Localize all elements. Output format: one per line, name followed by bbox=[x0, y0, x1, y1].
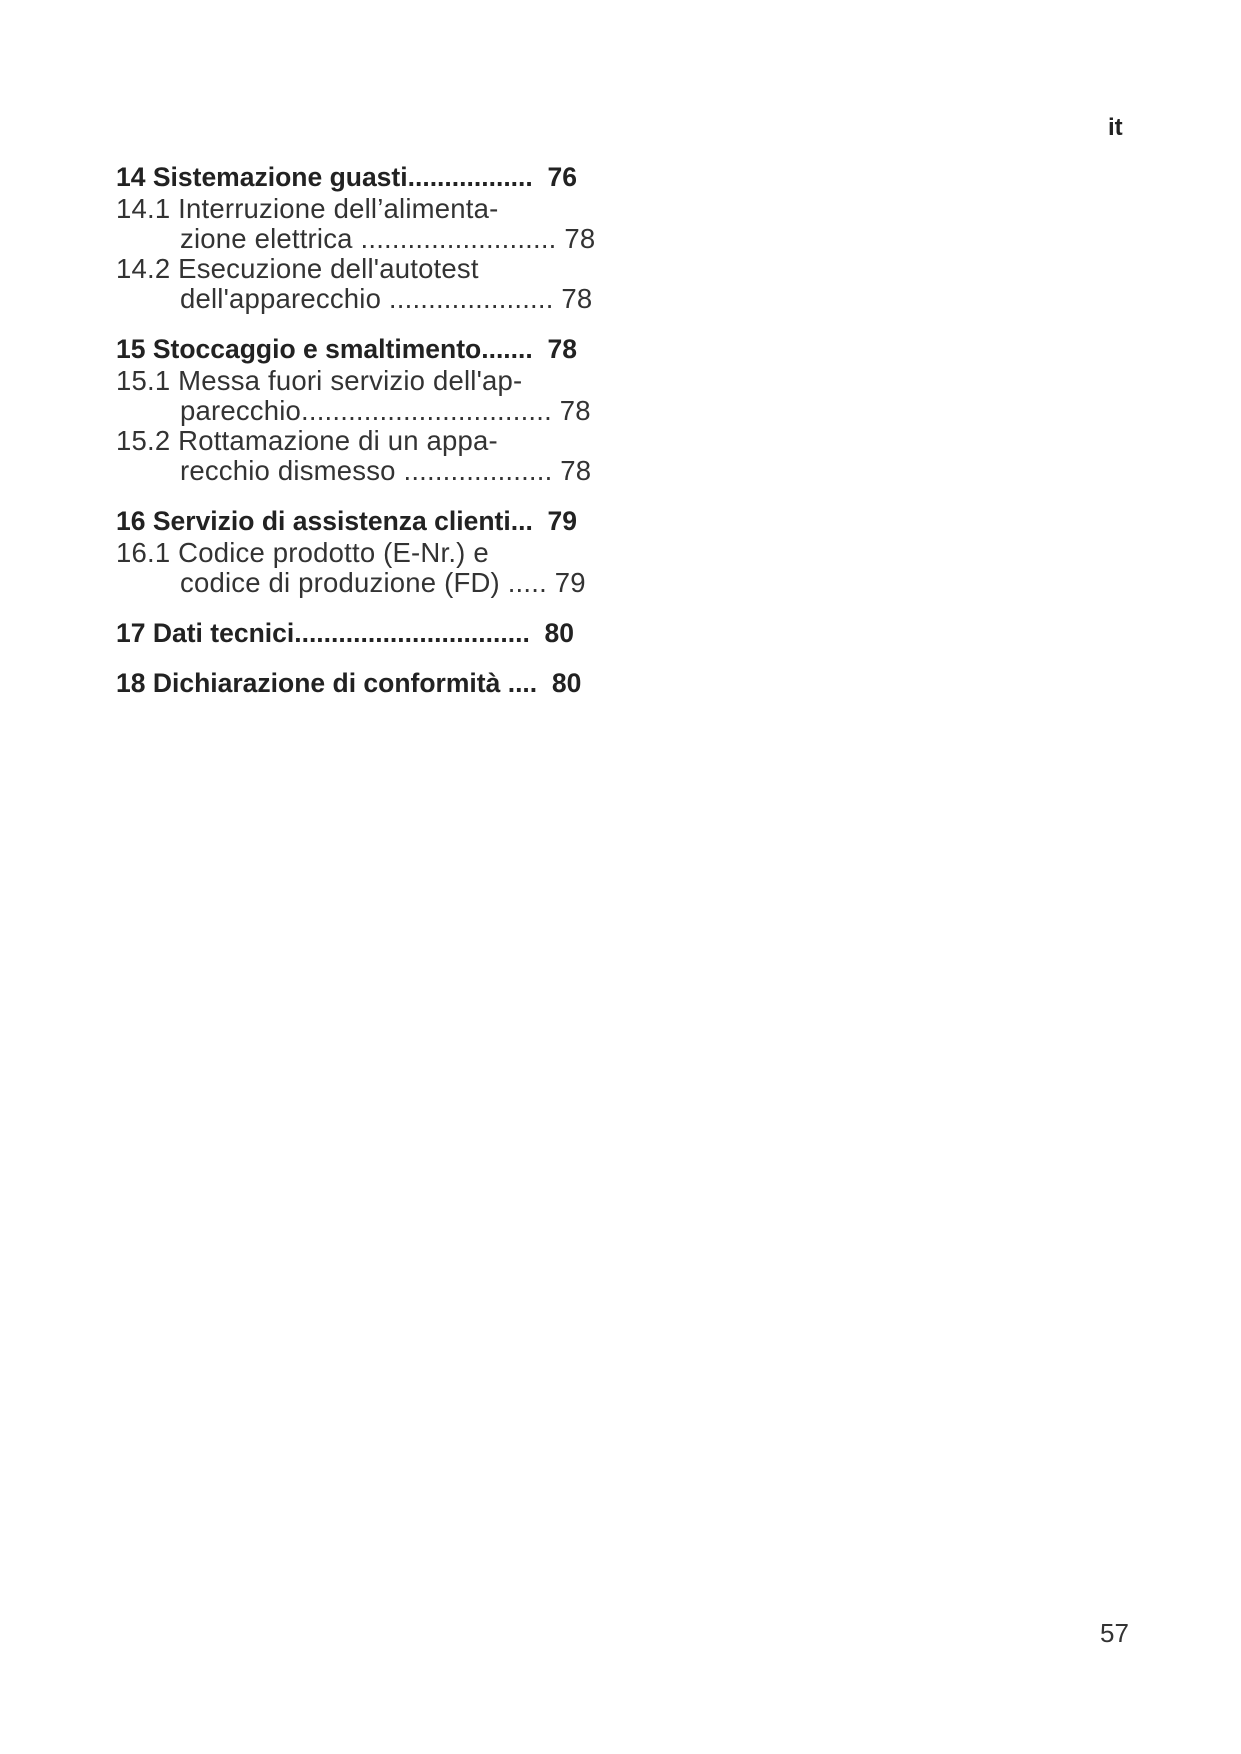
toc-entry-line[interactable]: 14.1 Interruzione dell’alimenta- bbox=[116, 193, 499, 224]
page-number: 57 bbox=[1100, 1618, 1129, 1648]
toc-entry-line[interactable]: 15.1 Messa fuori servizio dell'ap- bbox=[116, 365, 523, 396]
toc-chapter-heading[interactable]: 18 Dichiarazione di conformità .... 80 bbox=[116, 668, 582, 698]
toc-entry-continuation[interactable]: parecchio................................ 78 bbox=[180, 395, 591, 426]
toc-section-16 bbox=[116, 504, 636, 598]
toc-chapter-heading[interactable]: 16 Servizio di assistenza clienti... 79 bbox=[116, 506, 578, 536]
toc-entry-line[interactable]: 14.2 Esecuzione dell'autotest bbox=[116, 253, 479, 284]
toc-entry-continuation[interactable]: recchio dismesso ................... 78 bbox=[180, 455, 592, 486]
toc-entry-continuation[interactable]: zione elettrica ......................... 78 bbox=[180, 223, 596, 254]
toc-chapter-heading[interactable]: 15 Stoccaggio e smaltimento....... 78 bbox=[116, 334, 577, 364]
toc-entry-continuation[interactable]: dell'apparecchio ..................... 78 bbox=[180, 283, 593, 314]
table-of-contents bbox=[116, 160, 636, 700]
language-label: it bbox=[1108, 114, 1123, 141]
toc-entry-continuation[interactable]: codice di produzione (FD) ..... 79 bbox=[180, 567, 586, 598]
toc-entry-line[interactable]: 16.1 Codice prodotto (E-Nr.) e bbox=[116, 537, 489, 568]
toc-section-14 bbox=[116, 160, 636, 314]
toc-chapter-heading[interactable]: 14 Sistemazione guasti................. 76 bbox=[116, 162, 577, 192]
toc-chapter-heading[interactable]: 17 Dati tecnici................................ 80 bbox=[116, 618, 575, 648]
toc-section-15 bbox=[116, 332, 636, 486]
toc-entry-line[interactable]: 15.2 Rottamazione di un appa- bbox=[116, 425, 498, 456]
